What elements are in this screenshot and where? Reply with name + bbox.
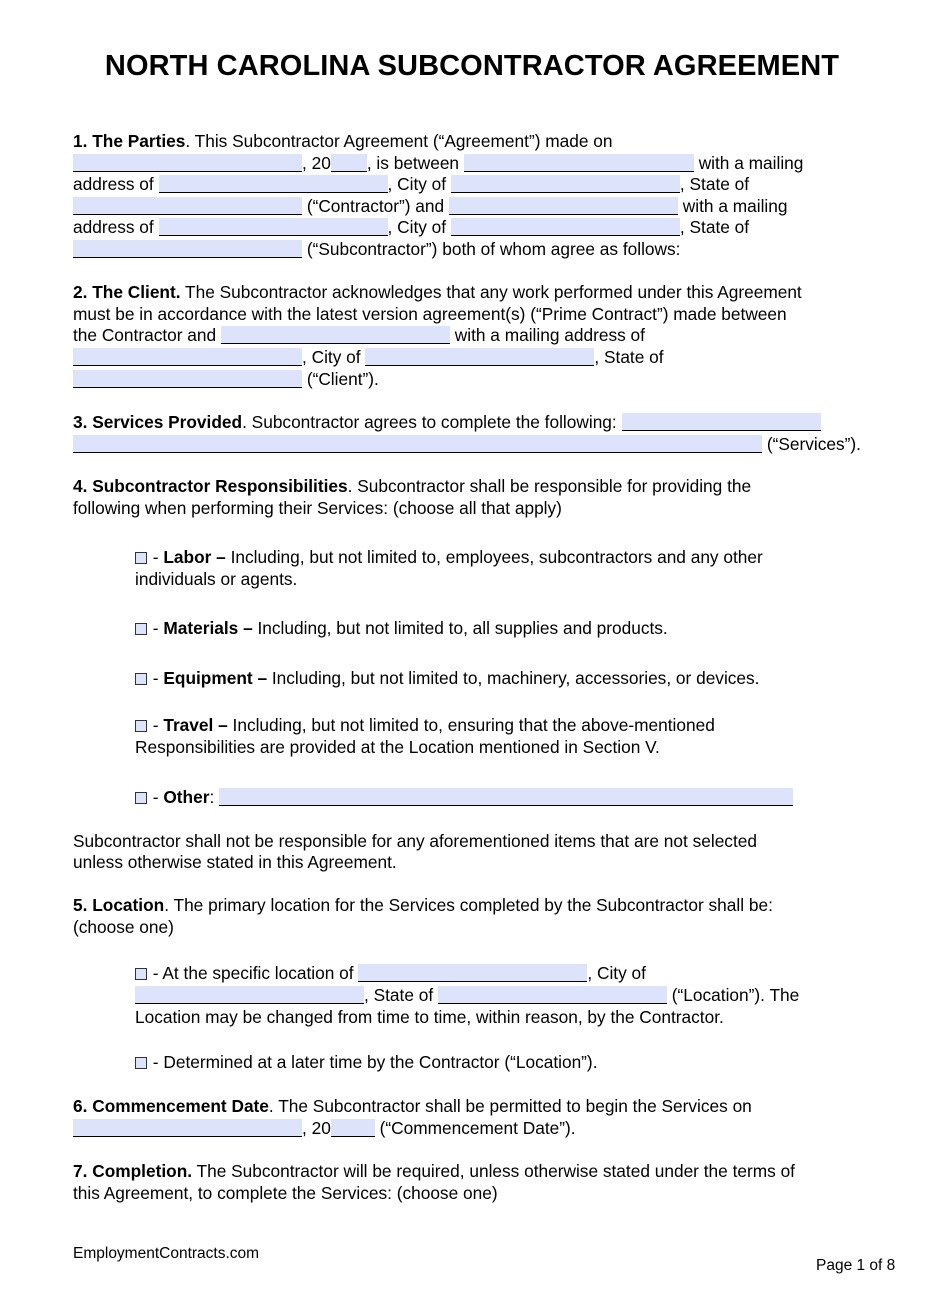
commencement-heading: 6. Commencement Date (73, 1096, 269, 1116)
other-option: - Other: (135, 786, 793, 808)
subcontractor-state-field[interactable] (73, 240, 302, 258)
location-text: . The primary location for the Services completed by the Subcontractor shall be: (164, 895, 773, 915)
other-label: Other (163, 787, 210, 807)
state-label: , State of (679, 217, 750, 237)
services-field-1[interactable] (622, 413, 821, 431)
labor-text-2: individuals or agents. (135, 569, 298, 589)
contractor-and-text: the Contractor and (73, 325, 217, 345)
travel-option (135, 714, 715, 736)
commencement-year-field[interactable] (331, 1119, 375, 1137)
contractor-address-field[interactable] (159, 175, 388, 193)
completion-heading: 7. Completion. (73, 1161, 193, 1181)
materials-checkbox[interactable] (135, 623, 147, 635)
client-line-4 (73, 346, 664, 368)
services-field-2[interactable] (73, 435, 762, 453)
dash: - (148, 668, 164, 688)
parties-line-2 (73, 152, 803, 174)
services-heading: 3. Services Provided (73, 412, 243, 432)
labor-label: Labor – (163, 547, 226, 567)
specific-location-text: - At the specific location of (148, 963, 354, 983)
location-line-1 (73, 894, 773, 916)
services-line-2 (73, 433, 861, 455)
later-location-text: - Determined at a later time by the Contractor (“Location”). (148, 1052, 598, 1072)
specific-location-checkbox[interactable] (135, 968, 147, 980)
state-label: , State of (364, 985, 434, 1005)
contractor-and-text: (“Contractor”) and (306, 196, 445, 216)
mailing-text: with a mailing address of (454, 325, 645, 345)
client-line-3 (73, 324, 645, 346)
travel-label: Travel – (163, 715, 228, 735)
client-address-field[interactable] (73, 348, 302, 366)
location-city-field[interactable] (135, 986, 364, 1004)
subcontractor-name-field[interactable] (449, 197, 678, 215)
dash: - (148, 787, 164, 807)
services-text: . Subcontractor agrees to complete the following: (242, 412, 617, 432)
state-label: , State of (679, 174, 750, 194)
parties-text: . This Subcontractor Agreement (“Agreement”) made on (185, 131, 613, 151)
contractor-city-field[interactable] (451, 175, 680, 193)
travel-text: Including, but not limited to, ensuring that the above-mentioned (227, 715, 715, 735)
responsibilities-note-1: Subcontractor shall not be responsible for any aforementioned items that are not selected (73, 831, 757, 851)
contractor-state-field[interactable] (73, 197, 302, 215)
subcontractor-city-field[interactable] (451, 218, 680, 236)
location-heading: 5. Location (73, 895, 165, 915)
parties-heading: 1. The Parties (73, 131, 186, 151)
client-heading: 2. The Client. (73, 282, 181, 302)
client-label: (“Client”). (306, 369, 379, 389)
responsibilities-note-2: unless otherwise stated in this Agreement. (73, 852, 397, 872)
equipment-option (135, 667, 760, 689)
subcontractor-address-field[interactable] (159, 218, 388, 236)
other-checkbox[interactable] (135, 792, 147, 804)
client-line-1 (73, 281, 802, 303)
parties-line-6 (73, 238, 680, 260)
address-label: address of (73, 217, 154, 237)
parties-line-1 (73, 130, 613, 152)
responsibilities-line-1 (73, 475, 751, 497)
commencement-label: (“Commencement Date”). (379, 1118, 576, 1138)
equipment-label: Equipment – (163, 668, 268, 688)
agreement-date-field[interactable] (73, 154, 302, 172)
commencement-date-field[interactable] (73, 1119, 302, 1137)
agreement-year-field[interactable] (331, 154, 367, 172)
client-line-5 (73, 368, 379, 390)
specific-location-field[interactable] (358, 964, 587, 982)
responsibilities-heading: 4. Subcontractor Responsibilities (73, 476, 348, 496)
document-title: NORTH CAROLINA SUBCONTRACTOR AGREEMENT (104, 50, 840, 82)
location-option-1 (135, 962, 646, 984)
is-between-text: , is between (366, 153, 460, 173)
dash: - (148, 715, 164, 735)
commencement-text: . The Subcontractor shall be permitted to begin the Services on (268, 1096, 752, 1116)
city-label: , City of (387, 217, 447, 237)
equipment-text: Including, but not limited to, machinery, accessories, or devices. (267, 668, 760, 688)
materials-text: Including, but not limited to, all supplies and products. (252, 618, 668, 638)
completion-text: The Subcontractor will be required, unless otherwise stated under the terms of (192, 1161, 795, 1181)
mailing-text: with a mailing (698, 153, 804, 173)
commencement-line-2 (73, 1117, 576, 1139)
city-label: , City of (587, 963, 646, 983)
client-name-field[interactable] (221, 326, 450, 344)
materials-option (135, 617, 668, 639)
footer-site: EmploymentContracts.com (73, 1245, 260, 1262)
materials-label: Materials – (163, 618, 253, 638)
responsibilities-line-2: following when performing their Services: (choose all that apply) (73, 498, 562, 518)
city-label: , City of (387, 174, 447, 194)
state-label: , State of (594, 347, 664, 367)
later-location-checkbox[interactable] (135, 1057, 147, 1069)
location-line-2: (choose one) (73, 917, 174, 937)
other-field[interactable] (219, 788, 793, 806)
year-prefix: , 20 (302, 153, 331, 173)
mailing-text: with a mailing (682, 196, 788, 216)
dash: - (148, 618, 164, 638)
address-label: address of (73, 174, 154, 194)
subcontractor-text: (“Subcontractor”) both of whom agree as follows: (306, 239, 681, 259)
client-text: The Subcontractor acknowledges that any work performed under this Agreement (180, 282, 802, 302)
labor-text: Including, but not limited to, employees, subcontractors and any other (225, 547, 763, 567)
location-option-1-line-2 (135, 984, 799, 1006)
location-option-1-line-3: Location may be changed from time to time, within reason, by the Contractor. (135, 1007, 724, 1027)
page-number: Page 1 of 8 (816, 1257, 896, 1274)
contractor-name-field[interactable] (464, 154, 694, 172)
parties-line-3 (73, 173, 749, 195)
services-line-1 (73, 411, 821, 433)
client-state-field[interactable] (73, 370, 302, 388)
parties-line-5 (73, 216, 749, 238)
commencement-line-1 (73, 1095, 752, 1117)
parties-line-4 (73, 195, 787, 217)
travel-text-2: Responsibilities are provided at the Location mentioned in Section V. (135, 737, 660, 757)
labor-option (135, 546, 763, 568)
travel-checkbox[interactable] (135, 720, 147, 732)
location-label: (“Location”). The (671, 985, 800, 1005)
dash: - (148, 547, 164, 567)
city-label: , City of (302, 347, 361, 367)
client-line-2: must be in accordance with the latest version agreement(s) (“Prime Contract”) made between (73, 304, 787, 324)
location-option-2 (135, 1051, 598, 1073)
location-state-field[interactable] (438, 986, 667, 1004)
labor-checkbox[interactable] (135, 552, 147, 564)
client-city-field[interactable] (365, 348, 594, 366)
equipment-checkbox[interactable] (135, 673, 147, 685)
completion-line-1 (73, 1160, 795, 1182)
completion-line-2: this Agreement, to complete the Services: (choose one) (73, 1183, 498, 1203)
services-label: (“Services”). (766, 434, 861, 454)
year-prefix: , 20 (302, 1118, 331, 1138)
responsibilities-text: . Subcontractor shall be responsible for providing the (347, 476, 752, 496)
